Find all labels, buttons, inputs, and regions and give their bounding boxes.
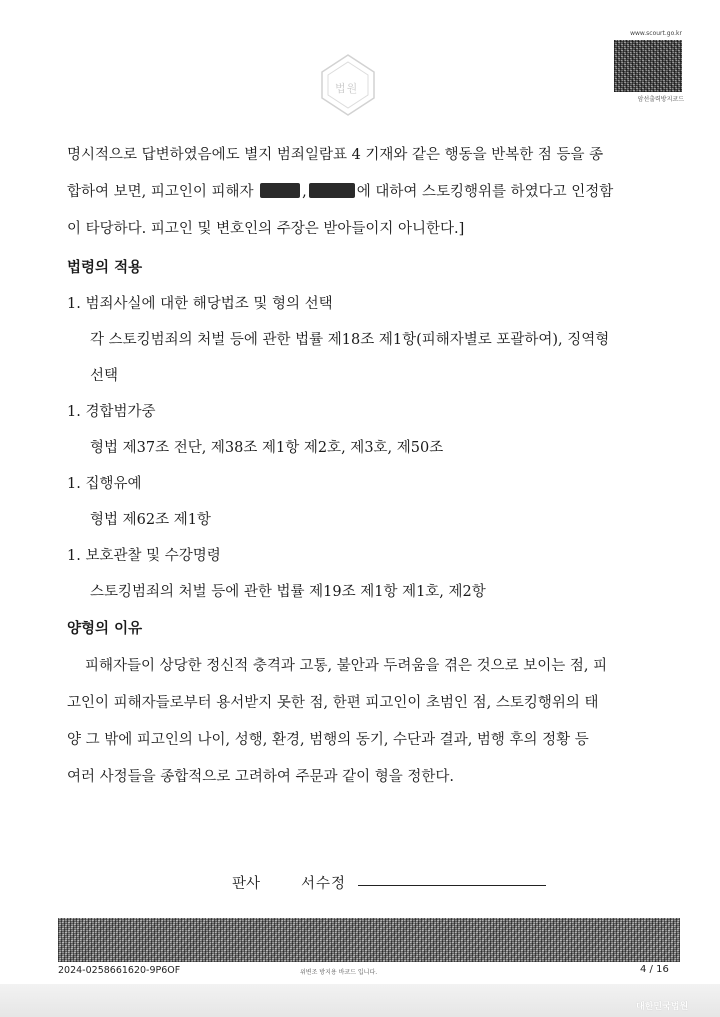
sentencing-line: 여러 사정들을 종합적으로 고려하여 주문과 같이 형을 정한다. — [67, 769, 455, 785]
redaction-block — [260, 183, 300, 198]
section-heading-sentencing: 양형의 이유 — [67, 621, 143, 637]
law-item-detail: 형법 제37조 전단, 제38조 제1항 제2호, 제3호, 제50조 — [90, 440, 444, 456]
law-item-detail: 형법 제62조 제1항 — [90, 512, 211, 528]
judge-title: 판사 — [232, 876, 261, 892]
law-item-detail: 스토킹범죄의 처벌 등에 관한 법률 제19조 제1항 제1호, 제2항 — [90, 584, 486, 600]
law-item-detail: 선택 — [90, 368, 119, 384]
sentencing-line: 고인이 피해자들로부터 용서받지 못한 점, 한편 피고인이 초범인 점, 스토킹행위의 태 — [67, 695, 599, 711]
paragraph-line: 이 타당하다. 피고인 및 변호인의 주장은 받아들이지 아니한다.] — [67, 221, 465, 237]
paragraph-text: 합하여 보면, 피고인이 피해자 — [67, 184, 259, 200]
judge-name: 서수정 — [301, 876, 347, 892]
qr-url: www.scourt.go.kr — [630, 30, 682, 37]
law-item-label: 1. 범죄사실에 대한 해당법조 및 형의 선택 — [67, 296, 333, 312]
section-heading-law: 법령의 적용 — [67, 260, 143, 276]
sentencing-line: 피해자들이 상당한 정신적 충격과 고통, 불안과 두려움을 겪은 것으로 보이는 점, 피 — [85, 658, 608, 674]
qr-caption: 암선출력방지코드 — [637, 96, 684, 103]
barcode-note: 위변조 방지용 바코드 입니다. — [300, 969, 378, 976]
law-item-label: 1. 보호관찰 및 수강명령 — [67, 548, 221, 564]
law-item-detail: 각 스토킹범죄의 처벌 등에 관한 법률 제18조 제1항(피해자별로 포괄하여), 징역형 — [90, 332, 610, 348]
law-item-label: 1. 경합범가중 — [67, 404, 156, 420]
law-item-label: 1. 집행유예 — [67, 476, 142, 492]
page-number: 4 / 16 — [640, 964, 669, 975]
document-id: 2024-0258661620-9P6OF — [58, 965, 181, 976]
paragraph-line: 명시적으로 답변하였음에도 별지 범죄일람표 4 기재와 같은 행동을 반복한 점 등을 종 — [67, 147, 604, 163]
seal-text: 법원 — [335, 82, 359, 95]
sentencing-line: 양 그 밖에 피고인의 나이, 성행, 환경, 범행의 동기, 수단과 결과, 범행 후의 정황 등 — [67, 732, 589, 748]
qr-code-icon — [614, 40, 682, 92]
paragraph-text: 에 대하여 스토킹행위를 하였다고 인정함 — [356, 184, 614, 200]
paragraph-line — [67, 183, 613, 201]
bottom-band — [0, 984, 720, 1017]
court-watermark: 대한민국법원 — [636, 1002, 689, 1012]
redaction-block — [309, 183, 355, 198]
signature-line — [358, 885, 546, 886]
anti-forgery-barcode-icon — [58, 918, 680, 962]
paragraph-text: , — [302, 184, 307, 200]
